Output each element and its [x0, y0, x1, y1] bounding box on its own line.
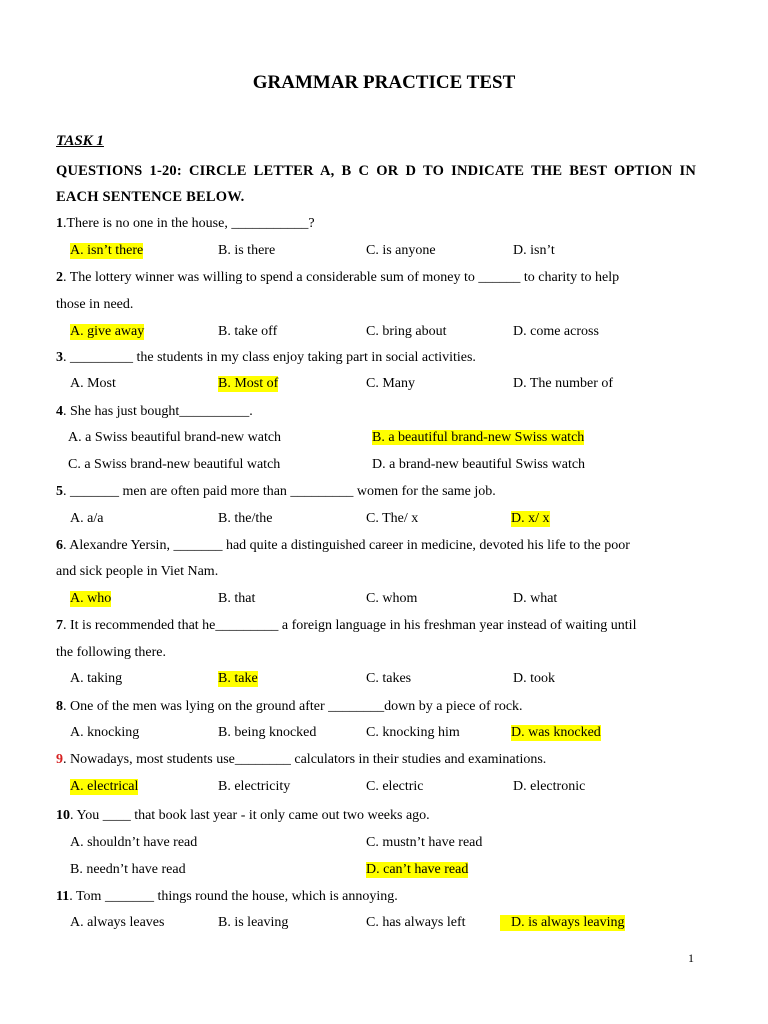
q7-option-a[interactable]: A. taking [70, 671, 123, 686]
q3-option-c[interactable]: C. Many [366, 376, 415, 391]
q11-option-b[interactable]: B. is leaving [218, 915, 289, 930]
question-number: 3 [56, 350, 63, 365]
question-text: _________ the students in my class enjoy taking part in social activities. [70, 350, 476, 365]
question-5: 5. _______ men are often paid more than _________ women for the same job. [56, 484, 496, 499]
question-7-cont: the following there. [56, 645, 167, 660]
question-text: She has just bought__________. [70, 404, 253, 419]
question-number: 5 [56, 484, 63, 499]
question-number: 11 [56, 889, 70, 904]
q11-option-d[interactable]: D. is always leaving [500, 915, 625, 931]
question-number: 4 [56, 404, 63, 419]
q10-option-c[interactable]: C. mustn’t have read [366, 835, 483, 850]
q3-option-b[interactable]: B. Most of [218, 376, 279, 391]
question-6-cont: and sick people in Viet Nam. [56, 564, 219, 579]
q7-option-d[interactable]: D. took [513, 671, 555, 686]
q10-option-d[interactable]: D. can’t have read [366, 862, 469, 877]
q1-option-d[interactable]: D. isn’t [513, 243, 555, 258]
q1-option-a[interactable]: A. isn’t there [70, 243, 144, 258]
q5-option-c[interactable]: C. The/ x [366, 511, 419, 526]
q8-option-a[interactable]: A. knocking [70, 725, 140, 740]
q4-option-a[interactable]: A. a Swiss beautiful brand-new watch [68, 430, 282, 445]
question-4: 4. She has just bought__________. [56, 404, 253, 419]
instructions-line-2: EACH SENTENCE BELOW. [56, 189, 245, 205]
question-7: 7. It is recommended that he_________ a foreign language in his freshman year instead of waiting until [56, 618, 637, 633]
q6-option-d[interactable]: D. what [513, 591, 558, 606]
question-text: It is recommended that he_________ a foreign language in his freshman year instead of waiting until [70, 618, 637, 633]
question-10: 10. You ____ that book last year - it only came out two weeks ago. [56, 808, 430, 823]
q5-option-a[interactable]: A. a/a [70, 511, 104, 526]
q4-option-d[interactable]: D. a brand-new beautiful Swiss watch [372, 457, 586, 472]
question-3: 3. _________ the students in my class enjoy taking part in social activities. [56, 350, 476, 365]
q7-option-c[interactable]: C. takes [366, 671, 412, 686]
q9-option-a[interactable]: A. electrical [70, 779, 139, 794]
q2-option-b[interactable]: B. take off [218, 324, 278, 339]
question-text: Alexandre Yersin, _______ had quite a distinguished career in medicine, devoted his life to the poor [69, 538, 630, 553]
q11-option-c[interactable]: C. has always left [366, 915, 466, 930]
page-number: 1 [688, 951, 694, 965]
q3-option-d[interactable]: D. The number of [513, 376, 614, 391]
question-6: 6. Alexandre Yersin, _______ had quite a distinguished career in medicine, devoted his life to the poor [56, 538, 630, 553]
question-number: 7 [56, 618, 63, 633]
question-text: Nowadays, most students use________ calculators in their studies and examinations. [70, 752, 547, 767]
page-title: GRAMMAR PRACTICE TEST [252, 72, 516, 93]
q5-option-d[interactable]: D. x/ x [511, 511, 550, 526]
question-text: The lottery winner was willing to spend a considerable sum of money to ______ to charity to help [69, 270, 620, 285]
q3-option-a[interactable]: A. Most [70, 376, 116, 391]
q6-option-b[interactable]: B. that [218, 591, 256, 606]
question-number: 8 [56, 699, 63, 714]
instructions-line-1: QUESTIONS 1-20: CIRCLE LETTER A, B C OR D TO INDICATE THE BEST OPTION IN [56, 163, 696, 179]
q4-option-b[interactable] [372, 430, 584, 446]
q2-option-d[interactable]: D. come across [513, 324, 599, 339]
task-heading: TASK 1 [56, 133, 104, 149]
q5-option-b[interactable]: B. the/the [218, 511, 273, 526]
q9-option-b[interactable]: B. electricity [218, 779, 291, 794]
q8-option-b[interactable]: B. being knocked [218, 725, 317, 740]
question-text: There is no one in the house, ___________? [66, 216, 315, 231]
question-number: 6 [56, 538, 63, 553]
question-8: 8. One of the men was lying on the ground after ________down by a piece of rock. [56, 699, 523, 714]
q8-option-c[interactable]: C. knocking him [366, 725, 460, 740]
q4-option-b-text: B. a beautiful brand-new Swiss watch [372, 430, 585, 445]
q1-option-c[interactable]: C. is anyone [366, 243, 436, 258]
q7-option-b[interactable]: B. take [218, 671, 258, 686]
q10-option-a[interactable]: A. shouldn’t have read [70, 835, 198, 850]
question-11: 11. Tom _______ things round the house, which is annoying. [56, 889, 398, 904]
q1-option-b[interactable]: B. is there [218, 243, 276, 258]
question-2-cont: those in need. [56, 297, 134, 312]
q2-option-a[interactable]: A. give away [70, 324, 145, 339]
q11-option-a[interactable]: A. always leaves [70, 915, 165, 930]
q6-option-c[interactable]: C. whom [366, 591, 418, 606]
question-number: 2 [56, 270, 63, 285]
question-1: 1.There is no one in the house, ___________? [56, 216, 315, 231]
question-text: You ____ that book last year - it only came out two weeks ago. [76, 808, 430, 823]
q10-option-b[interactable]: B. needn’t have read [70, 862, 186, 877]
q9-option-c[interactable]: C. electric [366, 779, 424, 794]
question-text: _______ men are often paid more than _________ women for the same job. [70, 484, 496, 499]
question-text: Tom _______ things round the house, which is annoying. [75, 889, 398, 904]
question-text: One of the men was lying on the ground after ________down by a piece of rock. [70, 699, 523, 714]
question-number: 10 [56, 808, 70, 823]
q6-option-a[interactable]: A. who [70, 591, 112, 606]
q4-option-c[interactable]: C. a Swiss brand-new beautiful watch [68, 457, 281, 472]
q2-option-c[interactable]: C. bring about [366, 324, 447, 339]
question-number: 9 [56, 752, 63, 767]
q8-option-d[interactable]: D. was knocked [511, 725, 601, 740]
question-2: 2. The lottery winner was willing to spend a considerable sum of money to ______ to charity to help [56, 270, 620, 285]
question-number: 1 [56, 216, 63, 231]
question-9: 9. Nowadays, most students use________ calculators in their studies and examinations. [56, 752, 547, 767]
q9-option-d[interactable]: D. electronic [513, 779, 586, 794]
